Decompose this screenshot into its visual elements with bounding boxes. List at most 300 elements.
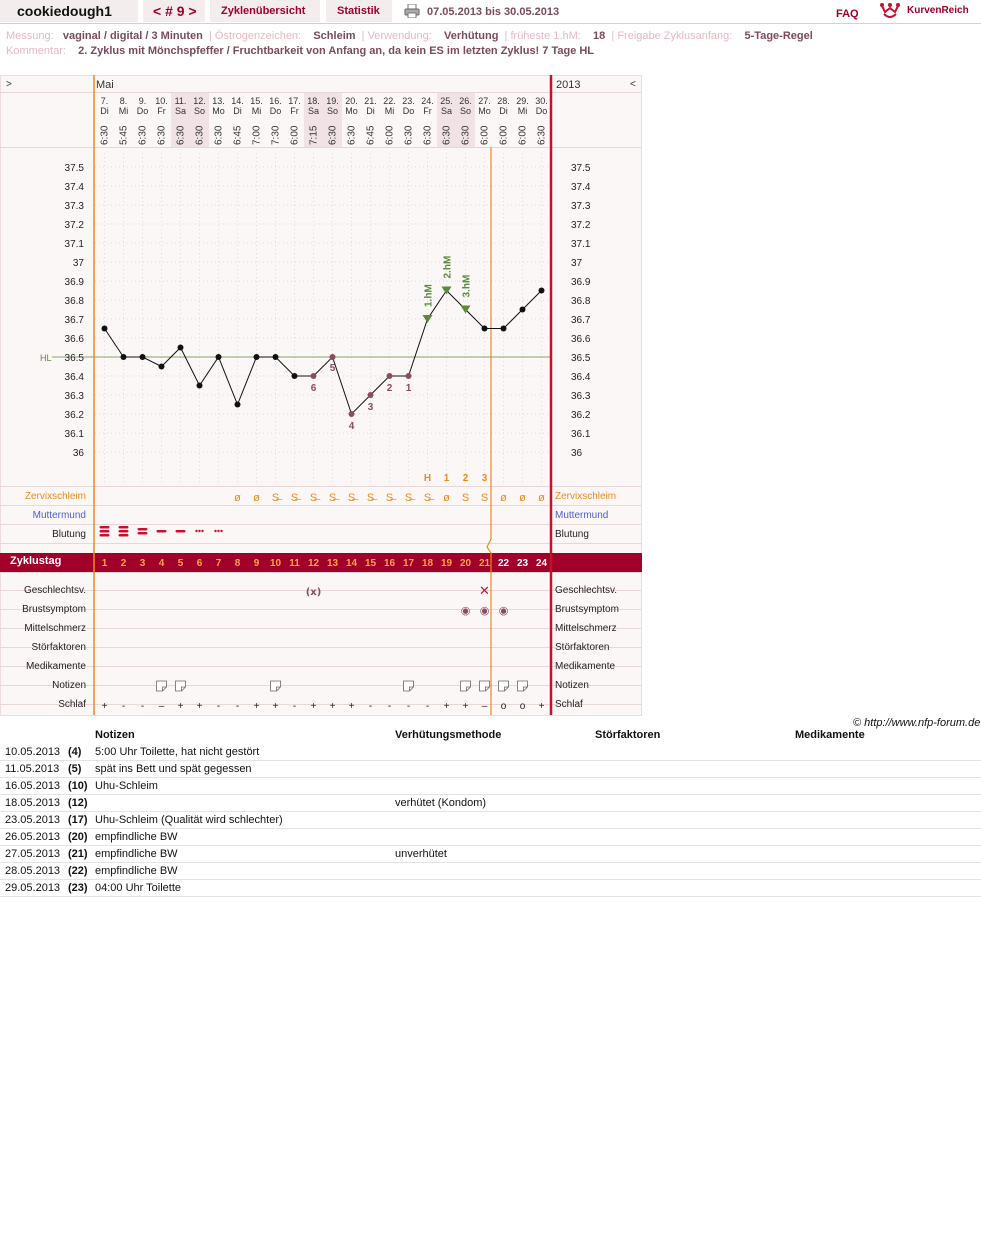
y-tick-right: 36.1 <box>571 429 591 440</box>
blutung-dot <box>214 530 216 532</box>
row-label-right: Brustsymptom <box>555 604 619 615</box>
low-label: 2 <box>386 383 393 394</box>
weekday-label: So <box>193 106 206 116</box>
notes-row <box>0 828 981 846</box>
date-range: 07.05.2013 bis 30.05.2013 <box>427 6 560 18</box>
schlaf-value: - <box>425 701 430 712</box>
kommentar-value: 2. Zyklus mit Mönchspfeffer / Fruchtbarkeit von Anfang an, da kein ES im letzten Zyklus! 7 Tage HL <box>78 45 595 57</box>
time-label: 6:00 <box>384 125 396 145</box>
temperature-point <box>178 345 184 351</box>
messung-label: Messung: <box>6 30 54 42</box>
y-tick-right: 36.9 <box>571 277 591 288</box>
brust-value: ◉ <box>479 604 490 617</box>
row-label-left: Muttermund <box>32 510 86 521</box>
low-label: 1 <box>405 383 412 394</box>
zyklustag-value: 5 <box>177 558 184 569</box>
y-tick-left: 37.5 <box>64 163 84 174</box>
zervix-value: S̶ <box>328 492 337 504</box>
y-tick-right: 36.6 <box>571 334 591 345</box>
zyklustag-value: 12 <box>307 558 320 569</box>
date-label: 29. <box>516 96 529 106</box>
date-label: 20. <box>345 96 358 106</box>
notes-header-notizen: Notizen <box>95 729 135 741</box>
blutung-bar <box>119 530 129 533</box>
month-label: Mai <box>96 79 114 91</box>
date-label: 25. <box>440 96 453 106</box>
note-method: unverhütet <box>395 848 447 860</box>
freigabe-value: 5-Tage-Regel <box>744 30 813 42</box>
notes-row <box>0 862 981 880</box>
cycle-settings: Messung: vaginal / digital / 3 Minuten | Östrogenzeichen: Schleim | Verwendung: Verhütung | früheste 1.hM: 18 | Freigabe Zyklusanfang: 5-Tage-Regel <box>6 30 813 42</box>
y-tick-right: 36.8 <box>571 296 591 307</box>
weekday-label: So <box>459 106 472 116</box>
blutung-dot <box>198 530 200 532</box>
date-label: 11. <box>174 96 187 106</box>
note-text: 04:00 Uhr Toilette <box>95 882 182 894</box>
date-label: 7. <box>100 96 109 106</box>
temperature-point-low <box>330 354 336 360</box>
year-label: 2013 <box>556 79 581 91</box>
overview-tab[interactable] <box>210 0 320 22</box>
zervix-value: ø <box>234 492 241 504</box>
notes-row <box>0 794 981 812</box>
zyklustag-value: 22 <box>497 558 510 569</box>
time-label: 6:45 <box>232 125 244 145</box>
cycle-nav[interactable] <box>143 0 205 22</box>
low-label: 4 <box>348 421 355 432</box>
time-label: 6:30 <box>403 125 415 145</box>
kommentar-label: Kommentar: <box>6 45 66 57</box>
temperature-point <box>520 307 526 313</box>
printer-icon[interactable] <box>404 4 420 18</box>
stats-tab[interactable] <box>326 0 392 22</box>
nav-left[interactable]: > <box>6 79 12 90</box>
blutung-bar <box>100 534 110 537</box>
blutung-dot <box>201 530 203 532</box>
y-tick-left: 37.2 <box>64 220 84 231</box>
weekday-label: Mo <box>212 106 225 116</box>
date-label: 26. <box>459 96 472 106</box>
note-date: 16.05.2013 <box>5 780 61 792</box>
blutung-dot <box>195 530 197 532</box>
schlaf-value: + <box>272 701 279 712</box>
zervix-value: S <box>480 492 489 504</box>
date-label: 22. <box>383 96 396 106</box>
weekday-label: Do <box>269 106 282 116</box>
date-label: 23. <box>402 96 415 106</box>
temperature-point-low <box>311 373 317 379</box>
hm-label: früheste 1.hM: <box>510 30 581 42</box>
zyklustag-value: 3 <box>139 558 146 569</box>
zyklustag-value: 21 <box>478 558 491 569</box>
schlaf-value: - <box>216 701 221 712</box>
y-tick-left: 37.1 <box>64 239 84 250</box>
schlaf-value: + <box>310 701 317 712</box>
time-label: 7:30 <box>270 125 282 145</box>
zyklustag-value: 15 <box>364 558 377 569</box>
brust-value: ◉ <box>460 604 471 617</box>
weekday-label: Di <box>233 106 242 116</box>
row-label-left: Geschlechtsv. <box>23 585 86 596</box>
time-label: 6:30 <box>213 125 225 145</box>
note-day: (12) <box>68 797 88 809</box>
y-tick-left: 36.7 <box>64 315 84 326</box>
time-label: 6:00 <box>517 125 529 145</box>
blutung-bar <box>157 530 167 533</box>
blutung-bar <box>138 528 148 531</box>
schlaf-value: - <box>121 701 126 712</box>
notes-row <box>0 845 981 863</box>
schlaf-value: – <box>481 701 488 712</box>
nav-right[interactable]: < <box>630 79 636 90</box>
kurvenreich-logo-icon[interactable] <box>880 2 900 20</box>
cycle-nav-label[interactable]: < # 9 > <box>153 3 197 19</box>
date-label: 9. <box>138 96 147 106</box>
schlaf-value: - <box>292 701 297 712</box>
time-label: 5:45 <box>118 125 130 145</box>
weekday-label: Mi <box>251 106 262 116</box>
weekday-label: Sa <box>440 106 453 116</box>
zyklustag-label: Zyklustag <box>10 555 62 567</box>
zyklustag-value: 2 <box>120 558 127 569</box>
y-tick-right: 37.2 <box>571 220 591 231</box>
weekday-label: Mi <box>517 106 528 116</box>
top-bar <box>0 0 981 24</box>
date-label: 15. <box>250 96 263 106</box>
date-label: 10. <box>155 96 168 106</box>
note-day: (23) <box>68 882 88 894</box>
row-label-left: Blutung <box>52 529 86 540</box>
schlaf-value: + <box>348 701 355 712</box>
notes-row <box>0 811 981 829</box>
y-tick-left: 36.6 <box>64 334 84 345</box>
row-label-right: Medikamente <box>555 661 616 672</box>
schlaf-value: o <box>519 701 526 712</box>
zervix-value: ø <box>538 492 545 504</box>
y-tick-left: 36.9 <box>64 277 84 288</box>
note-day: (22) <box>68 865 88 877</box>
schlaf-value: - <box>387 701 392 712</box>
weekday-label: Fr <box>423 106 432 116</box>
note-text: spät ins Bett und spät gegessen <box>95 763 252 775</box>
hm-value: 18 <box>593 30 606 42</box>
copyright: © http://www.nfp-forum.de <box>853 717 981 729</box>
notes-row <box>0 760 981 778</box>
temperature-point <box>273 354 279 360</box>
temperature-point-low <box>368 392 374 398</box>
blutung-bar <box>100 526 110 529</box>
schlaf-value: - <box>235 701 240 712</box>
y-tick-left: 36.4 <box>64 372 84 383</box>
temperature-point <box>216 354 222 360</box>
schlaf-value: + <box>329 701 336 712</box>
time-label: 6:30 <box>346 125 358 145</box>
note-day: (5) <box>68 763 82 775</box>
y-tick-left: 36.3 <box>64 391 84 402</box>
brust-value: ◉ <box>498 604 509 617</box>
weekday-label: Mi <box>118 106 129 116</box>
time-label: 7:00 <box>251 125 263 145</box>
row-label-right: Blutung <box>555 529 589 540</box>
note-text: empfindliche BW <box>95 848 178 860</box>
temperature-point <box>292 373 298 379</box>
schlaf-value: + <box>443 701 450 712</box>
zyklustag-value: 17 <box>402 558 415 569</box>
note-date: 10.05.2013 <box>5 746 61 758</box>
row-label-right: Muttermund <box>555 510 609 521</box>
note-date: 11.05.2013 <box>5 763 60 775</box>
username-box <box>0 0 138 22</box>
blutung-bar <box>138 532 148 535</box>
row-label-left: Brustsymptom <box>22 604 86 615</box>
weekday-label: So <box>326 106 339 116</box>
date-label: 28. <box>497 96 510 106</box>
zervix-value: S̶ <box>271 492 280 504</box>
y-tick-left: 36.5 <box>64 353 84 364</box>
y-tick-left: 36 <box>72 448 84 459</box>
y-tick-right: 36 <box>571 448 583 459</box>
row-label-left: Notizen <box>52 680 86 691</box>
date-label: 24. <box>421 96 434 106</box>
y-tick-right: 37 <box>571 258 583 269</box>
zervix-value: S̶ <box>290 492 299 504</box>
note-text: Uhu-Schleim <box>95 780 158 792</box>
y-tick-right: 36.4 <box>571 372 591 383</box>
zervix-value: S̶ <box>309 492 318 504</box>
date-label: 17. <box>288 96 301 106</box>
weekday-label: Mo <box>345 106 358 116</box>
zyklustag-value: 4 <box>158 558 165 569</box>
row-label-left: Medikamente <box>25 661 86 672</box>
zervix-value: S̶ <box>366 492 375 504</box>
header-divider <box>0 23 981 24</box>
y-tick-left: 36.2 <box>64 410 84 421</box>
peak-label: H <box>423 473 432 484</box>
weekday-label: Fr <box>157 106 166 116</box>
row-label-left: Schlaf <box>58 699 86 710</box>
note-date: 18.05.2013 <box>5 797 61 809</box>
username: cookiedough1 <box>17 3 112 19</box>
y-tick-right: 37.1 <box>571 239 591 250</box>
temperature-point <box>235 402 241 408</box>
date-label: 8. <box>119 96 128 106</box>
schlaf-value: + <box>177 701 184 712</box>
low-label: 6 <box>310 383 317 394</box>
weekday-label: Mo <box>478 106 491 116</box>
schlaf-value: - <box>140 701 145 712</box>
zyklustag-value: 20 <box>459 558 472 569</box>
y-tick-right: 36.2 <box>571 410 591 421</box>
weekday-label: Do <box>402 106 415 116</box>
note-method: verhütet (Kondom) <box>395 797 487 809</box>
y-tick-right: 36.7 <box>571 315 591 326</box>
low-label: 3 <box>367 402 374 413</box>
high-label: 2.hM <box>442 255 454 279</box>
blutung-bar <box>119 534 129 537</box>
row-label-right: Notizen <box>555 680 589 691</box>
note-day: (20) <box>68 831 88 843</box>
zervix-value: S̶ <box>385 492 394 504</box>
time-label: 6:30 <box>422 125 434 145</box>
time-label: 6:30 <box>327 125 339 145</box>
zyklustag-value: 18 <box>421 558 434 569</box>
geschlechtsv-value: ✕ <box>479 584 490 599</box>
zyklustag-value: 16 <box>383 558 396 569</box>
schlaf-value: - <box>368 701 373 712</box>
time-label: 7:15 <box>308 125 320 145</box>
zervix-value: ø <box>519 492 526 504</box>
temperature-point <box>140 354 146 360</box>
schlaf-value: + <box>101 701 108 712</box>
blutung-bar <box>176 530 186 533</box>
temperature-point <box>482 326 488 332</box>
logo-text[interactable]: KurvenReich <box>907 5 969 16</box>
temperature-point <box>159 364 165 370</box>
notes-row <box>0 777 981 795</box>
time-label: 6:30 <box>441 125 453 145</box>
note-date: 27.05.2013 <box>5 848 61 860</box>
note-text: empfindliche BW <box>95 865 178 877</box>
zervix-value: S̶ <box>347 492 356 504</box>
note-date: 26.05.2013 <box>5 831 61 843</box>
faq-link[interactable]: FAQ <box>836 8 859 20</box>
high-label: 3.hM <box>461 274 473 298</box>
blutung-dot <box>220 530 222 532</box>
row-label-right: Störfaktoren <box>555 642 610 653</box>
time-label: 6:30 <box>536 125 548 145</box>
y-tick-right: 37.5 <box>571 163 591 174</box>
schlaf-value: + <box>538 701 545 712</box>
zyklustag-value: 24 <box>535 558 548 569</box>
schlaf-value: - <box>406 701 411 712</box>
note-text: 5:00 Uhr Toilette, hat nicht gestört <box>95 746 260 758</box>
notes-header-medi: Medikamente <box>795 729 865 741</box>
verwendung-label: Verwendung: <box>367 30 432 42</box>
messung-value: vaginal / digital / 3 Minuten <box>62 30 203 42</box>
note-day: (10) <box>68 780 88 792</box>
row-label-right: Schlaf <box>555 699 583 710</box>
geschlechtsv-value: (x) <box>305 587 322 598</box>
schlaf-value: o <box>500 701 507 712</box>
y-tick-right: 36.3 <box>571 391 591 402</box>
weekday-label: Mi <box>384 106 395 116</box>
time-label: 6:30 <box>156 125 168 145</box>
weekday-label: Do <box>136 106 149 116</box>
row-label-right: Geschlechtsv. <box>555 585 618 596</box>
date-label: 19. <box>326 96 339 106</box>
zervix-value: ø <box>500 492 507 504</box>
date-label: 18. <box>307 96 320 106</box>
y-tick-left: 36.8 <box>64 296 84 307</box>
date-label: 21. <box>364 96 377 106</box>
blutung-bar <box>119 526 129 529</box>
peak-label: 1 <box>443 473 450 484</box>
weekday-label: Di <box>499 106 508 116</box>
overview-tab-label[interactable]: Zyklenübersicht <box>221 5 306 17</box>
weekday-label: Di <box>366 106 375 116</box>
weekday-label: Di <box>100 106 109 116</box>
temperature-point-low <box>387 373 393 379</box>
time-label: 6:30 <box>175 125 187 145</box>
temperature-point-low <box>349 411 355 417</box>
time-label: 6:00 <box>479 125 491 145</box>
y-tick-left: 36.1 <box>64 429 84 440</box>
oestrogen-value: Schleim <box>313 30 356 42</box>
y-tick-left: 37.4 <box>64 182 84 193</box>
blutung-bar <box>100 530 110 533</box>
note-date: 29.05.2013 <box>5 882 61 894</box>
schlaf-value: + <box>462 701 469 712</box>
y-tick-right: 36.5 <box>571 353 591 364</box>
zyklustag-value: 19 <box>440 558 453 569</box>
date-label: 30. <box>535 96 548 106</box>
note-text: Uhu-Schleim (Qualität wird schlechter) <box>95 814 283 826</box>
temperature-point-low <box>406 373 412 379</box>
y-tick-right: 37.3 <box>571 201 591 212</box>
schlaf-value: – <box>158 701 165 712</box>
y-tick-left: 37 <box>72 258 84 269</box>
zervix-value: ø <box>253 492 260 504</box>
notes-row <box>0 743 981 761</box>
time-label: 6:00 <box>289 125 301 145</box>
low-label: 5 <box>329 363 336 374</box>
time-label: 6:30 <box>137 125 149 145</box>
date-label: 13. <box>212 96 225 106</box>
schlaf-value: + <box>253 701 260 712</box>
temperature-point <box>121 354 127 360</box>
zervix-value: S̶ <box>404 492 413 504</box>
zervix-value: S̶ <box>423 492 432 504</box>
notes-header-stoer: Störfaktoren <box>595 729 661 741</box>
zervix-value: ø <box>443 492 450 504</box>
note-text: empfindliche BW <box>95 831 178 843</box>
row-label-left: Zervixschleim <box>24 491 86 502</box>
cycle-comment <box>6 45 594 57</box>
peak-label: 3 <box>481 473 488 484</box>
weekday-label: Sa <box>307 106 320 116</box>
y-tick-left: 37.3 <box>64 201 84 212</box>
peak-label: 2 <box>462 473 469 484</box>
date-label: 16. <box>269 96 282 106</box>
date-label: 14. <box>231 96 244 106</box>
row-label-right: Mittelschmerz <box>555 623 617 634</box>
note-date: 23.05.2013 <box>5 814 61 826</box>
temperature-point <box>254 354 260 360</box>
chart-frame <box>1 76 642 716</box>
zyklustag-value: 6 <box>196 558 203 569</box>
zyklustag-value: 11 <box>289 558 300 569</box>
temperature-point <box>197 383 203 389</box>
weekday-label: Sa <box>174 106 187 116</box>
note-day: (17) <box>68 814 88 826</box>
y-tick-right: 37.4 <box>571 182 591 193</box>
stats-tab-label[interactable]: Statistik <box>337 5 380 17</box>
time-label: 6:45 <box>365 125 377 145</box>
weekday-label: Do <box>535 106 548 116</box>
verwendung-value: Verhütung <box>444 30 499 42</box>
note-day: (21) <box>68 848 88 860</box>
high-label: 1.hM <box>423 284 435 307</box>
notes-row <box>0 879 981 897</box>
date-label: 27. <box>478 96 491 106</box>
row-label-right: Zervixschleim <box>555 491 617 502</box>
zyklustag-value: 1 <box>101 558 108 569</box>
notes-header-method: Verhütungsmethode <box>395 729 502 741</box>
row-label-left: Störfaktoren <box>31 642 86 653</box>
note-date: 28.05.2013 <box>5 865 61 877</box>
zyklustag-value: 8 <box>234 558 241 569</box>
weekday-label: Fr <box>290 106 299 116</box>
